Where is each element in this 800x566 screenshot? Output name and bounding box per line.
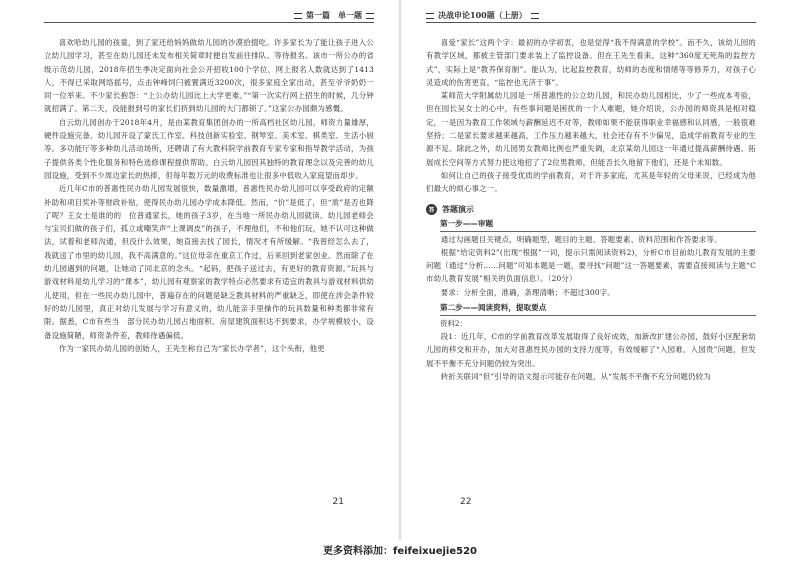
footer-promo-text: 更多资料添加：feifeixuejie520 — [0, 540, 800, 566]
header-ornament-icon — [426, 13, 434, 19]
right-running-head — [426, 10, 539, 21]
step1-paragraph-1: 通过勾画题目关键点，明确题型，题目的主题、答题要素、资料范围和作答要求等。 — [440, 234, 722, 244]
left-paragraph-3: 近几年C市的普惠性民办幼儿园发展很快，数量激增，普惠性民办幼儿园可以享受政府的定额补助和项目奖补等财政补贴，使得民办幼儿园办学成本降低。然而，“价”是低了，但“质”是否也降了呢？王女士是谁的的 位普通家长，她的孩子3岁，在当地一所民办幼儿园就读。幼儿园老师会与宝贝们做的孩子们，孤立或嘲笑声“上课调皮”的孩子，不理他们，不和他们玩，她不认可这种做法，试着和老师沟通，但没什么效果，她直接去找了园长，情况才有所缓解。“我曾经怎么去了，我就送了市里的幼儿园，我不高满意的。”这位母亲在重京工作过，后来回到老家创业。然而除了在幼儿园遇到的问题，让她动了同北京的念头。“起码，把孩子送过去，有更好的教育资源。”玩具与游戏材料是幼儿学习的“课本”，幼儿园有观察家的教学特点必然要求有适宜的教具与游戏材料供幼儿使用，但在一些民办幼儿园中，普遍存在的问题是缺乏教具材料的严重缺乏，即使在涉会条件较好的幼儿园里，真正对幼儿发展与学习有意义的，幼儿能亲手里操作的玩具数量和种类都非常有限。据悉，C市有些当 部分民办幼儿园占地面积、房屋建筑面积达不到要求，办学规模较小，设备设施简陋，师资条件差，教师待遇偏低。 — [44, 184, 374, 340]
step2-paragraph-1: 段1：近几年，C市的学前教育改革发展取得了良好成效，加新改扩建公办园，鼓好小区配套幼儿园的移交和开办，加大对普惠性民办园的支持力度等，有效缓解了“入园难、入园贵”问题，但发展不平衡不充分问题仍较为突出。 — [426, 332, 756, 368]
left-paragraph-1: 喜欢哈幼儿园的孩童，到了家还给妈妈做幼儿园的沙漠拾掇吃。许多家长为了能让孩子进入公立幼儿园学习，甚至在幼儿园还未发布相关简章时便自发前往排队、等待报名。该市一所公办的省级示范幼儿园，2018年招生季决定面向社会公开招收100个学位，网上报名人数就达到了1413人，不得已采取网络摇号，点击钟峰饲闩被置满近3200次，很多家庭全家出动，甚至爷爷奶奶一同一位举来。不少家长抱怨：“上公办幼儿园比上大学更难。”“第一次实行网上招生的时候，几分钟就招满了。第二天，没能报到号的家长们挤到幼儿园的大门都锁了。”这家公办园颇为感慨。 — [44, 38, 374, 114]
left-paragraph-4: 作为一家民办幼儿园的创始人，王先生称自己为“家长办学者”，这个头衔，他更 — [58, 343, 325, 353]
left-header-rule — [44, 22, 374, 23]
right-paragraph-3: 如何让自己的孩子接受优质的学前教育，对于许多家庭，尤其是年轻的父母来说，已经成为他们最大的烦心事之一。 — [426, 170, 756, 194]
step1-paragraph-2: 根据“给定资料2”(出现“根据”一词，提示只需阅读资料2)，分析C市目前幼儿教育发展的主要问题（通过“分析……问题”可知本题是一题，要寻找“问题”这一答题要素，需要直接阅读与主题“C市幼儿教育发展”相关的负面信息）。（20分） — [426, 247, 756, 284]
right-paragraph-2: 某师范大学附属幼儿园是一所普惠性的公立幼儿园，和民办幼儿园相比，少了一些成本考验，但在园长吴女士的心中，有些事问题是困扰的一个人难题，她介绍说，公办园的师资具是相对稳定，一是因为教育工作领域与薪酬延迟不对等，教师如果不能获得职业幸福感和认同感，一般很难坚持；二是家长要求越来越高，工作压力越来越大，社会还存有不少偏见，造成学前教育专业的生源不足。除此之外，幼儿园男女教师比例也严重失调，北京某幼儿园这一年通过提高薪酬待遇、拓展成长空间等方式努力使这地招了了2位男教师，但能否长久地留下他们，还是个未知数。 — [426, 91, 756, 167]
answer-section-title: 答题演示 — [442, 204, 474, 214]
left-body-text — [44, 36, 374, 355]
answer-section-heading — [426, 204, 756, 215]
step2-paragraph-2: 转折关联词“但”引导的语文提示可能存在问题，从“发展不平衡不充分问题仍较为 — [440, 371, 711, 381]
step1-title: 第一步——审题 — [440, 218, 756, 232]
header-ornament-icon — [531, 13, 539, 19]
left-running-head — [294, 10, 374, 21]
step1-paragraph-3: 要求：分析全面，准确，条理清晰；不超过300字。 — [440, 287, 615, 297]
left-running-head-text: 第一篇 单一题 — [306, 10, 362, 20]
material-label: 资料2： — [440, 319, 467, 329]
left-paragraph-2: 自云幼儿园创办于2018年4月，是由某教育集团创办的一所高档社区幼儿园，师资力量雄厚，硬件设施完备。幼儿园开设了蒙氏工作室、科技创新实验室、钢琴室、美术室、棋类室、生活小厨等。多功能厅等多种幼儿活动场所，还聘请了有大教科院学前教育专家专家和指导教学活动，为孩子提供各类个性化服务和特色选修课程提供帮助。白云幼儿园因其独特的教育理念以及完善的幼儿园设施，受到不少周边家长的热捧，但每年数万元的收费标准也让很多中低收入家庭望而却步。 — [44, 117, 374, 180]
right-page — [400, 0, 800, 540]
right-header-rule — [426, 22, 756, 23]
header-ornament-icon — [294, 13, 302, 19]
step2-title: 第二步——阅读资料，提取要点 — [440, 302, 756, 316]
answer-badge-icon: 答 — [426, 204, 437, 215]
header-ornament-icon — [366, 13, 374, 19]
right-page-number: 22 — [460, 497, 472, 507]
left-page — [0, 0, 400, 540]
right-running-head-text: 决战申论100题（上册） — [438, 10, 527, 20]
left-page-number: 21 — [332, 497, 344, 507]
right-body-text — [426, 36, 756, 383]
right-paragraph-1: 喜爱“家长”这两个字：最初的办学初衷，也是觉得“我不得满意的学校”。而不久，该幼儿园的有教学区域，都被主管部门要求装上了监控设备。但在王先生看来，这种“360度无死角的监控方式”，实际上是“教养保育制”。能认为，比起监控教育，幼师的态度和情绪等等修养力，对孩子心灵造成的伤害更直，“监控也无济于事”。 — [426, 38, 756, 87]
